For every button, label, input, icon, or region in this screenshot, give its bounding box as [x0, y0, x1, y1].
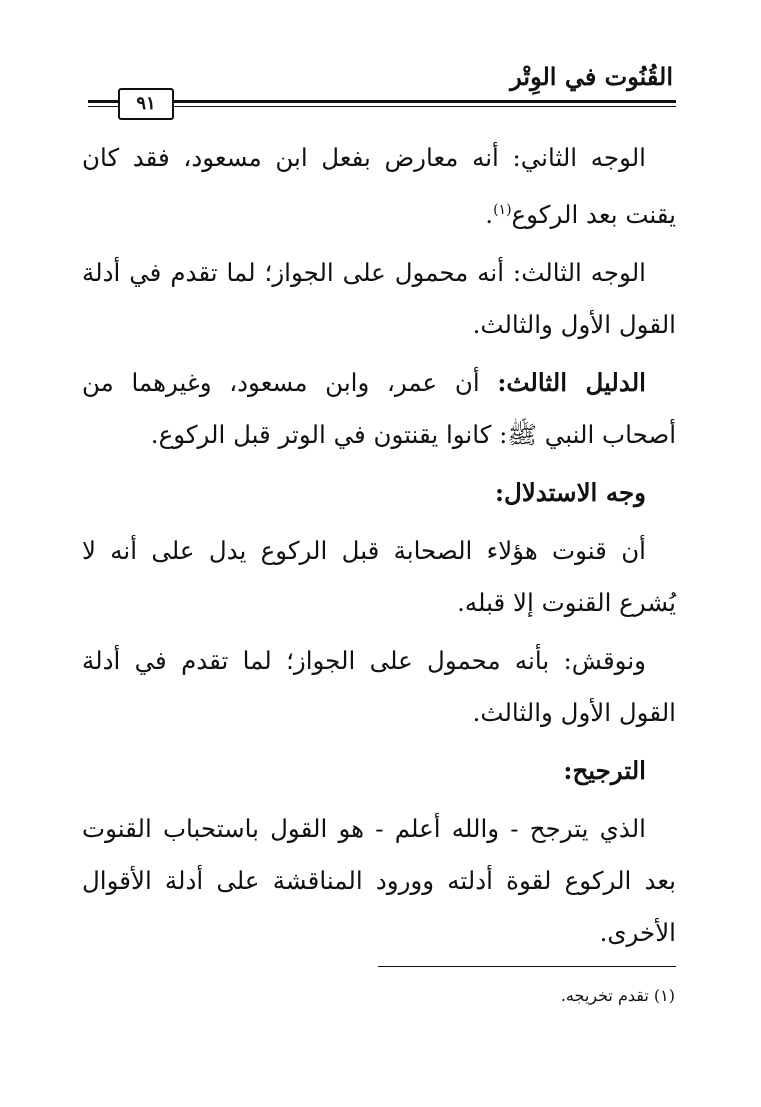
footnote: (١) تقدم تخريجه. [560, 986, 675, 1005]
running-title: القُنُوت في الوِتْر [510, 62, 673, 91]
header-rule-thin [88, 106, 676, 107]
heading-inference: وجه الاستدلال: [494, 478, 646, 508]
footnote-marker: (١) [493, 202, 512, 218]
paragraph-text: الوجه الثاني: أنه معارض بفعل ابن مسعود، فقد كان يقنت بعد الركوع [82, 143, 676, 230]
page-number: ٩١ [118, 88, 174, 120]
paragraph-text: أن عمر، وابن مسعود، وغيرهما من أصحاب النبي ﷺ: كانوا يقنتون في الوتر قبل الركوع. [82, 368, 676, 450]
evidence-label: الدليل الثالث: [497, 368, 646, 398]
footnote-separator [378, 966, 676, 967]
paragraph-third-aspect: الوجه الثالث: أنه محمول على الجواز؛ لما تقدم في أدلة القول الأول والثالث. [82, 258, 676, 340]
header-rule [88, 100, 676, 103]
body-text [82, 132, 676, 965]
paragraph-second-aspect: الوجه الثاني: أنه معارض بفعل ابن مسعود، فقد كان يقنت بعد الركوع$^{(١)}$. [82, 143, 676, 230]
paragraph-preference: الذي يترجح - والله أعلم - هو القول باستحباب القنوت بعد الركوع لقوة أدلته وورود المناقشة على أدلة الأقوال الأخرى. [82, 814, 676, 948]
paragraph-third-evidence [82, 357, 676, 461]
heading-preference: الترجيح: [563, 756, 646, 786]
paragraph-inference: أن قنوت هؤلاء الصحابة قبل الركوع يدل على أنه لا يُشرع القنوت إلا قبله. [82, 536, 676, 618]
paragraph-rebuttal: ونوقش: بأنه محمول على الجواز؛ لما تقدم في أدلة القول الأول والثالث. [82, 646, 676, 728]
